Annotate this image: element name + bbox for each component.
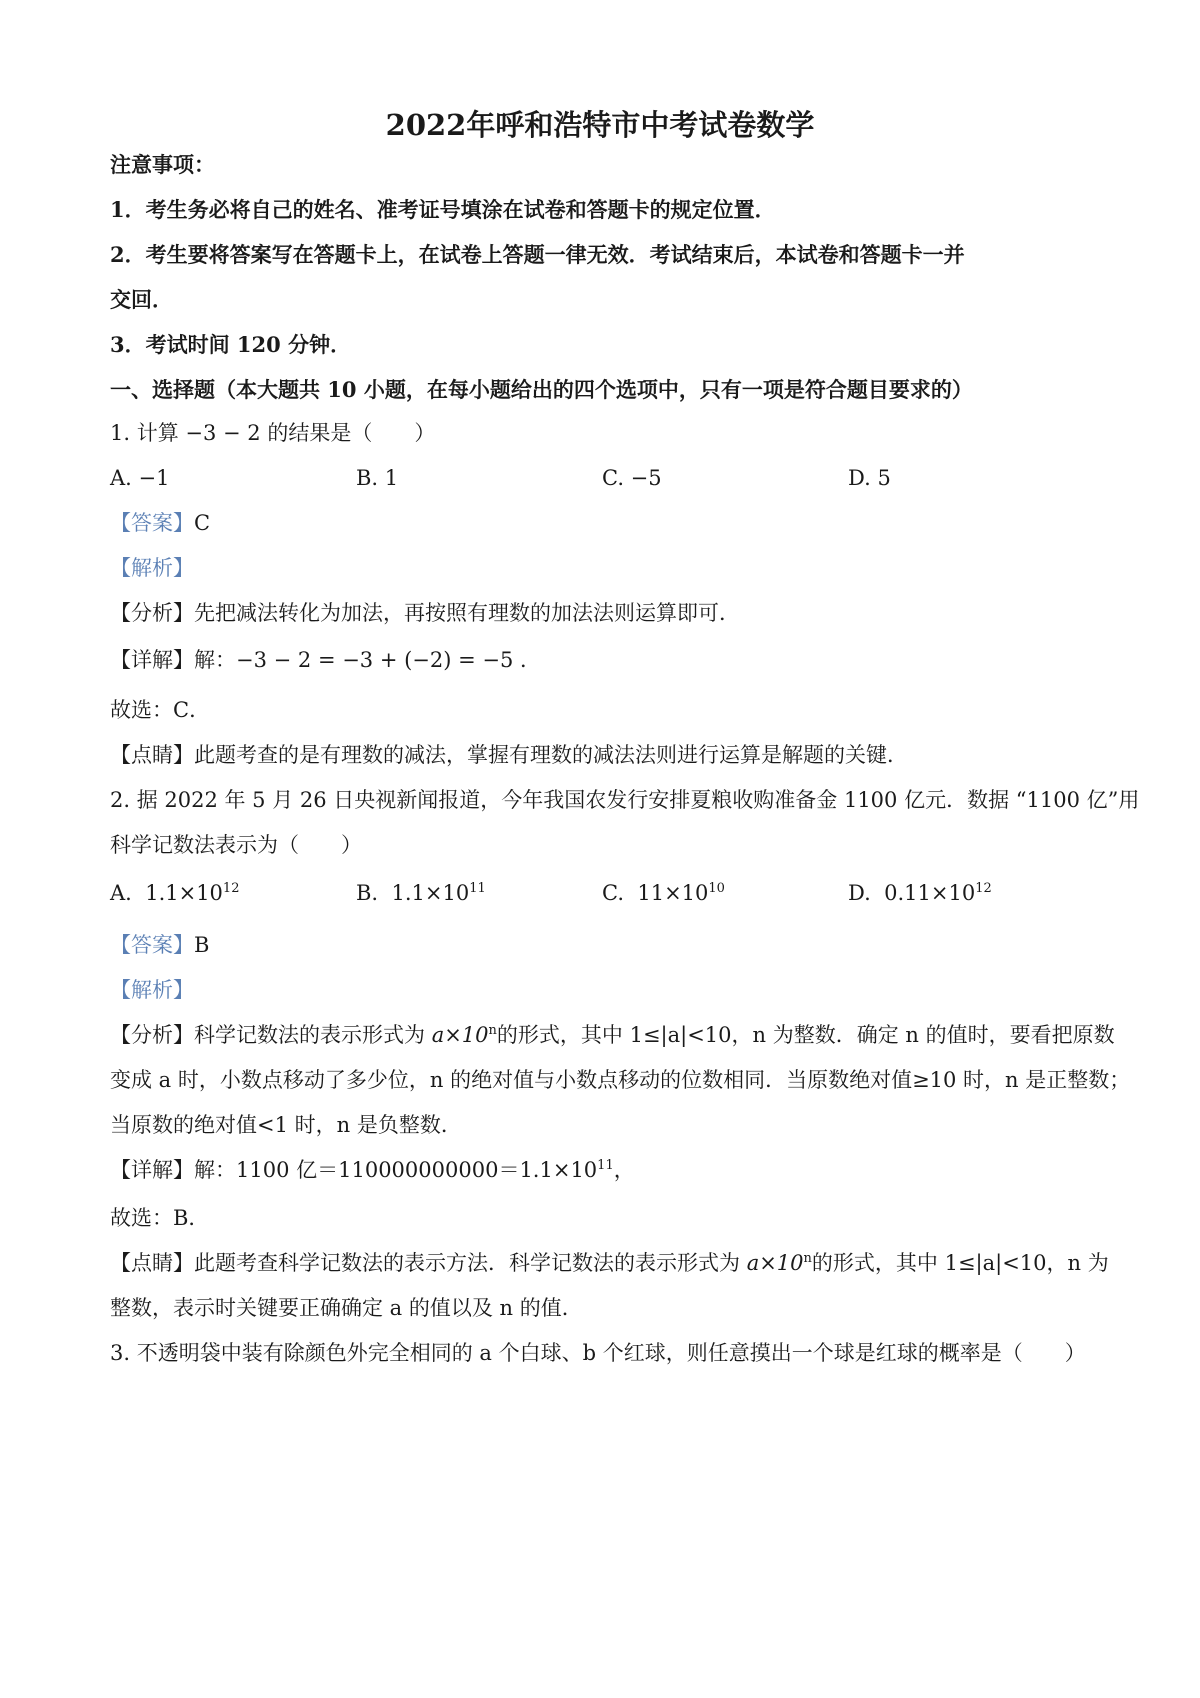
q2-option-a bbox=[110, 878, 239, 908]
q2-xiangjie-part-1: 解：1100 亿＝110000000000＝1.1×10 bbox=[194, 1158, 598, 1182]
q1-fenxi-tag: 【分析】 bbox=[110, 601, 194, 625]
q2-fenxi-tag: 【分析】 bbox=[110, 1023, 194, 1047]
q2-answer-line bbox=[110, 930, 209, 960]
q1-xiangjie-line bbox=[110, 645, 541, 675]
q2-fenxi-formula-base: a×10 bbox=[431, 1023, 489, 1047]
q2-dianjing-formula-exp: n bbox=[803, 1251, 812, 1266]
q2-answer: B bbox=[194, 933, 210, 957]
q2-analysis-tag: 【解析】 bbox=[110, 978, 194, 1002]
q1-fenxi-line bbox=[110, 598, 740, 628]
q2-dianjing-formula-base: a×10 bbox=[746, 1251, 804, 1275]
q2-stem-line-1: 2. 据 2022 年 5 月 26 日央视新闻报道，今年我国农发行安排夏粮收购准备金 1100 亿元．数据 “1100 亿”用 bbox=[110, 788, 1140, 812]
q1-fenxi: 先把减法转化为加法，再按照有理数的加法法则运算即可． bbox=[194, 601, 740, 625]
q1-xiangjie: 解：−3 − 2 = −3 + (−2) = −5 ． bbox=[194, 648, 542, 672]
q2-option-a-base: 1.1×10 bbox=[145, 881, 223, 905]
q2-option-b-exp: 11 bbox=[469, 881, 486, 896]
notice-item-3: 3．考试时间 120 分钟． bbox=[110, 332, 352, 357]
q2-fenxi-line-3: 当原数的绝对值<1 时，n 是负整数． bbox=[110, 1113, 462, 1137]
q2-option-b-base: 1.1×10 bbox=[391, 881, 470, 905]
q2-stem-line-2: 科学记数法表示为（ ） bbox=[110, 833, 362, 857]
notice-item-1: 1．考生务必将自己的姓名、准考证号填涂在试卷和答题卡的规定位置． bbox=[110, 197, 776, 222]
q1-dianjing: 此题考查的是有理数的减法，掌握有理数的减法法则进行运算是解题的关键． bbox=[194, 743, 908, 767]
q1-guxuan: 故选：C． bbox=[110, 698, 211, 722]
q2-dianjing-part-2: 的形式，其中 1≤|a|<10，n 为 bbox=[811, 1251, 1109, 1275]
q2-dianjing-line-1 bbox=[110, 1248, 1109, 1278]
q2-xiangjie-tag: 【详解】 bbox=[110, 1158, 194, 1182]
q2-option-d bbox=[848, 878, 992, 908]
q1-stem: 1. 计算 −3 − 2 的结果是（ ） bbox=[110, 421, 436, 445]
q2-option-c-exp: 10 bbox=[708, 881, 725, 896]
notice-heading: 注意事项： bbox=[110, 152, 215, 177]
q2-option-a-exp: 12 bbox=[222, 881, 240, 896]
q3-stem: 3. 不透明袋中装有除颜色外完全相同的 a 个白球、b 个红球，则任意摸出一个球是红球的概率是（ ） bbox=[110, 1341, 1086, 1365]
q1-xiangjie-tag: 【详解】 bbox=[110, 648, 194, 672]
q2-option-c-base: 11×10 bbox=[637, 881, 709, 905]
q2-option-c bbox=[602, 878, 725, 908]
q1-answer-line bbox=[110, 508, 210, 538]
q1-dianjing-tag: 【点睛】 bbox=[110, 743, 194, 767]
q1-answer-tag: 【答案】 bbox=[110, 511, 194, 535]
q2-option-d-base: 0.11×10 bbox=[884, 881, 976, 905]
q1-analysis-tag: 【解析】 bbox=[110, 556, 194, 580]
q2-guxuan: 故选：B． bbox=[110, 1206, 210, 1230]
q2-fenxi-line-1 bbox=[110, 1020, 1115, 1050]
q2-option-b bbox=[356, 878, 486, 908]
q1-option-a: A. −1 bbox=[110, 466, 170, 490]
q1-option-c: C. −5 bbox=[602, 466, 662, 490]
q2-xiangjie-line bbox=[110, 1155, 635, 1185]
q2-fenxi-part-1: 科学记数法的表示形式为 bbox=[194, 1023, 432, 1047]
q2-option-c-label: C. bbox=[602, 881, 624, 905]
section-heading: 一、选择题（本大题共 10 小题，在每小题给出的四个选项中，只有一项是符合题目要求的） bbox=[110, 377, 973, 402]
q2-xiangjie-exp: 11 bbox=[597, 1158, 614, 1173]
q2-xiangjie-part-2: ， bbox=[613, 1158, 635, 1182]
q2-fenxi-formula-exp: n bbox=[488, 1023, 497, 1038]
q2-dianjing-tag: 【点睛】 bbox=[110, 1251, 194, 1275]
q1-option-d: D. 5 bbox=[848, 466, 891, 490]
q2-option-b-label: B. bbox=[356, 881, 379, 905]
q2-option-d-label: D. bbox=[848, 881, 871, 905]
q1-option-b: B. 1 bbox=[356, 466, 399, 490]
q2-answer-tag: 【答案】 bbox=[110, 933, 194, 957]
page-title: 2022年呼和浩特市中考试卷数学 bbox=[385, 108, 815, 142]
q2-option-a-label: A. bbox=[110, 881, 132, 905]
q2-fenxi-part-2: 的形式，其中 1≤|a|<10，n 为整数．确定 n 的值时，要看把原数 bbox=[496, 1023, 1115, 1047]
q1-answer: C bbox=[194, 511, 211, 535]
notice-item-2-line-1: 2．考生要将答案写在答题卡上，在试卷上答题一律无效．考试结束后，本试卷和答题卡一并 bbox=[110, 242, 965, 267]
q1-dianjing-line bbox=[110, 740, 908, 770]
q2-option-d-exp: 12 bbox=[975, 881, 992, 896]
notice-item-2-line-2: 交回． bbox=[110, 287, 173, 312]
q2-dianjing-part-1: 此题考查科学记数法的表示方法．科学记数法的表示形式为 bbox=[194, 1251, 747, 1275]
q2-dianjing-line-2: 整数，表示时关键要正确确定 a 的值以及 n 的值． bbox=[110, 1296, 583, 1320]
q2-fenxi-line-2: 变成 a 时，小数点移动了多少位，n 的绝对值与小数点移动的位数相同．当原数绝对值≥10 时，n 是正整数； bbox=[110, 1068, 1131, 1092]
